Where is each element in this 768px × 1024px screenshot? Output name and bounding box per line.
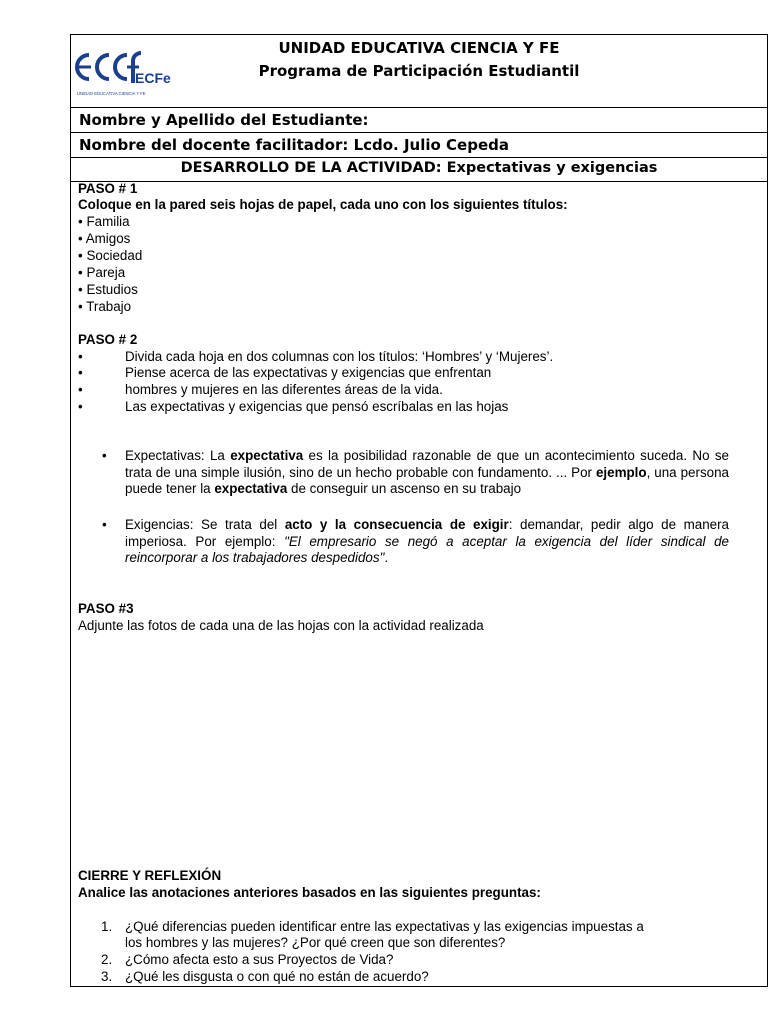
activity-sheet bbox=[70, 34, 768, 987]
paso3-title: PASO #3 bbox=[78, 601, 134, 616]
program-name: Programa de Participación Estudiantil bbox=[258, 62, 580, 80]
header bbox=[71, 35, 767, 108]
list-item: • Trabajo bbox=[78, 299, 132, 314]
paso1-instruction: Coloque en la pared seis hojas de papel, cada uno con los siguientes títulos: bbox=[78, 197, 568, 212]
paso2-title: PASO # 2 bbox=[78, 332, 138, 347]
bullet-icon: • bbox=[78, 365, 83, 380]
student-name-row bbox=[71, 108, 767, 133]
student-name-label: Nombre y Apellido del Estudiante: bbox=[79, 111, 369, 129]
list-item: • Familia bbox=[78, 214, 130, 229]
school-name: UNIDAD EDUCATIVA CIENCIA Y FE bbox=[278, 39, 560, 57]
paso1-title: PASO # 1 bbox=[78, 181, 138, 196]
definition-expectativas: Expectativas: La expectativa es la posibilidad razonable de que un acontecimiento suceda. No se trata de una simple ilusión, sino de un hecho probable con fundamento. ... Por ejemplo, una persona puede tener la expectativa de conseguir un ascenso en su trabajo bbox=[125, 448, 729, 496]
list-item: • Estudios bbox=[78, 282, 138, 297]
question-text: ¿Qué diferencias pueden identificar entre las expectativas y las exigencias impuestas a bbox=[125, 919, 644, 934]
bullet-icon: • bbox=[78, 382, 83, 397]
question-text: los hombres y las mujeres? ¿Por qué creen que son diferentes? bbox=[125, 935, 506, 950]
bullet-icon: • bbox=[78, 231, 83, 246]
logo-letters: ECFe bbox=[135, 70, 171, 86]
list-item: hombres y mujeres en las diferentes áreas de la vida. bbox=[125, 382, 443, 397]
bullet-icon: • bbox=[78, 282, 83, 297]
question-text: ¿Qué les disgusta o con qué no están de acuerdo? bbox=[125, 969, 429, 984]
bullet-icon: • bbox=[78, 248, 83, 263]
question-number: 3. bbox=[101, 969, 113, 984]
list-item: Las expectativas y exigencias que pensó escríbalas en las hojas bbox=[125, 399, 509, 414]
logo-caption: UNIDAD EDUCATIVA CIENCIA Y FE bbox=[77, 91, 146, 96]
question-number: 1. bbox=[101, 919, 113, 934]
bullet-icon: • bbox=[102, 517, 107, 532]
paso3-text: Adjunte las fotos de cada una de las hojas con la actividad realizada bbox=[78, 618, 484, 633]
teacher-row bbox=[71, 133, 767, 158]
list-item: • Pareja bbox=[78, 265, 126, 280]
bullet-icon: • bbox=[78, 299, 83, 314]
question-number: 2. bbox=[101, 952, 113, 967]
cierre-title: CIERRE Y REFLEXIÓN bbox=[78, 868, 222, 883]
definition-exigencias: Exigencias: Se trata del acto y la consecuencia de exigir: demandar, pedir algo de manera imperiosa. Por ejemplo: "El empresario se negó a aceptar la exigencia del líder sindical de reincorporar a los trabajadores despedidos". bbox=[125, 517, 729, 565]
bullet-icon: • bbox=[78, 214, 83, 229]
list-item: Piense acerca de las expectativas y exigencias que enfrentan bbox=[125, 365, 492, 380]
question-text: ¿Cómo afecta esto a sus Proyectos de Vida? bbox=[125, 952, 394, 967]
development-title-row bbox=[71, 158, 767, 182]
list-item: • Sociedad bbox=[78, 248, 143, 263]
teacher-label: Nombre del docente facilitador: Lcdo. Julio Cepeda bbox=[79, 136, 509, 154]
cierre-instruction: Analice las anotaciones anteriores basados en las siguientes preguntas: bbox=[78, 885, 541, 900]
development-title: DESARROLLO DE LA ACTIVIDAD: Expectativas y exigencias bbox=[180, 160, 658, 176]
bullet-icon: • bbox=[78, 399, 83, 414]
bullet-icon: • bbox=[78, 265, 83, 280]
list-item: Divida cada hoja en dos columnas con los títulos: ‘Hombres’ y ‘Mujeres’. bbox=[125, 349, 554, 364]
bullet-icon: • bbox=[78, 349, 83, 364]
bullet-icon: • bbox=[102, 448, 107, 463]
list-item: • Amigos bbox=[78, 231, 131, 246]
